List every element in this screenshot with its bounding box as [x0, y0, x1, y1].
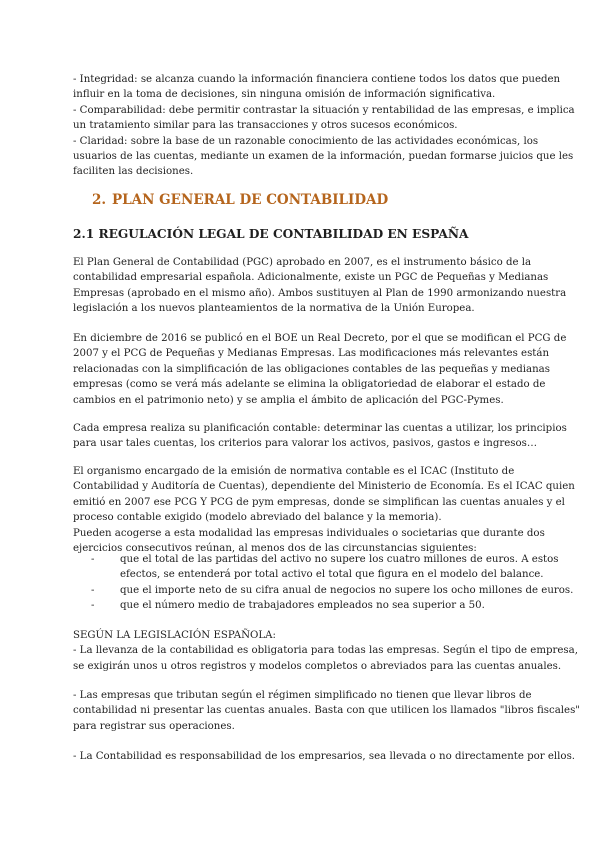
text-line: empresas (como se verá más adelante se elimina la obligatoriedad de elaborar el estado de — [73, 379, 546, 391]
icac-paragraph — [73, 464, 575, 556]
conditions-list — [73, 552, 574, 614]
text-line: legislación a los nuevos planteamientos de la normativa de la Unión Europea. — [73, 303, 475, 315]
list-item — [73, 552, 559, 583]
text-line: que el importe neto de su cifra anual de negocios no supere los ocho millones de euros. — [120, 584, 574, 596]
text-line: influir en la toma de decisiones, sin ninguna omisión de información significativa. — [73, 89, 496, 101]
responsibility-paragraph — [73, 749, 576, 764]
text-line: - Claridad: sobre la base de un razonable conocimiento de las actividades económicas, los — [73, 135, 539, 147]
text-line: ejercicios consecutivos reúnan, al menos dos de las circunstancias siguientes: — [73, 543, 477, 555]
text-line: Cada empresa realiza su planificación contable: determinar las cuentas a utilizar, los principios — [73, 423, 567, 434]
list-item — [73, 598, 543, 613]
text-line: emitió en 2007 ese PCG Y PCG de pym empresas, donde se simplifican las cuentas anuales y el — [73, 496, 565, 508]
text-line: se exigirán unos u otros registros y modelos completos o abreviados para las cuentas anuales. — [73, 660, 562, 672]
text-line: Contabilidad y Auditoría de Cuentas), dependiente del Ministerio de Economía. Es el ICAC quien — [73, 481, 575, 493]
section-heading — [92, 192, 388, 208]
text-line: un tratamiento similar para las transacciones y otros sucesos económicos. — [73, 120, 458, 132]
text-line: cambios en el patrimonio neto) y se amplia el ámbito de aplicación del PGC-Pymes. — [73, 394, 504, 406]
text-line: contabilidad ni presentar las cuentas anuales. Basta con que utilicen los llamados "libros fiscales" — [73, 705, 580, 717]
text-line: faciliten las decisiones. — [73, 166, 194, 178]
text-line: usuarios de las cuentas, mediante un examen de la información, puedan formarse juicios que les — [73, 151, 574, 163]
text-line: Empresas (aprobado en el mismo año). Ambos sustituyen al Plan de 1990 armonizando nuestra — [73, 287, 567, 299]
text-line: SEGÚN LA LEGISLACIÓN ESPAÑOLA: — [73, 630, 276, 641]
text-line: para registrar sus operaciones. — [73, 720, 235, 732]
text-line: contabilidad empresarial española. Adicionalmente, existe un PGC de Pequeñas y Medianas — [73, 272, 549, 284]
text-line: - La llevanza de la contabilidad es obligatoria para todas las empresas. Según el tipo de empresa, — [73, 645, 578, 657]
text-line: que el total de las partidas del activo no supere los cuatro millones de euros. A estos — [120, 554, 559, 565]
text-line: Pueden acogerse a esta modalidad las empresas individuales o societarias que durante dos — [73, 527, 545, 539]
subsection-heading: 2.1 REGULACIÓN LEGAL DE CONTABILIDAD EN ESPAÑA — [73, 227, 469, 241]
simplified-regime-paragraph — [73, 688, 580, 734]
list-item — [73, 583, 574, 598]
section-title: PLAN GENERAL DE CONTABILIDAD — [112, 192, 389, 208]
decree-2016-paragraph — [73, 331, 567, 408]
text-line: para usar tales cuentas, los criterios para valorar los activos, pasivos, gastos e ingresos… — [73, 438, 538, 450]
bullet-dash: - — [91, 584, 95, 596]
bullet-dash: - — [91, 600, 95, 612]
text-line: El organismo encargado de la emisión de normativa contable es el ICAC (Instituto de — [73, 466, 515, 477]
qualities-paragraph — [73, 72, 575, 180]
section-number: 2. — [92, 192, 107, 208]
legislation-paragraph — [73, 628, 578, 674]
pgc-paragraph — [73, 255, 567, 317]
text-line: - La Contabilidad es responsabilidad de los empresarios, sea llevada o no directamente por ellos. — [73, 751, 576, 762]
text-line: En diciembre de 2016 se publicó en el BOE un Real Decreto, por el que se modifican el PCG de — [73, 333, 567, 344]
text-line: efectos, se entenderá por total activo el total que figura en el modelo del balance. — [120, 569, 544, 581]
text-line: - Comparabilidad: debe permitir contrastar la situación y rentabilidad de las empresas, e implica — [73, 104, 575, 116]
text-line: que el número medio de trabajadores empleados no sea superior a 50. — [120, 600, 485, 612]
text-line: relacionadas con la simplificación de las obligaciones contables de las pequeñas y medianas — [73, 363, 550, 375]
text-line: proceso contable exigido (modelo abreviado del balance y la memoria). — [73, 512, 442, 524]
text-line: 2007 y el PCG de Pequeñas y Medianas Empresas. Las modificaciones más relevantes están — [73, 348, 550, 360]
bullet-dash: - — [91, 554, 95, 565]
text-line: - Las empresas que tributan según el régimen simplificado no tienen que llevar libros de — [73, 690, 532, 701]
text-line: El Plan General de Contabilidad (PGC) aprobado en 2007, es el instrumento básico de la — [73, 257, 532, 268]
planning-paragraph — [73, 421, 567, 452]
text-line: - Integridad: se alcanza cuando la información financiera contiene todos los datos que pueden — [73, 74, 561, 85]
